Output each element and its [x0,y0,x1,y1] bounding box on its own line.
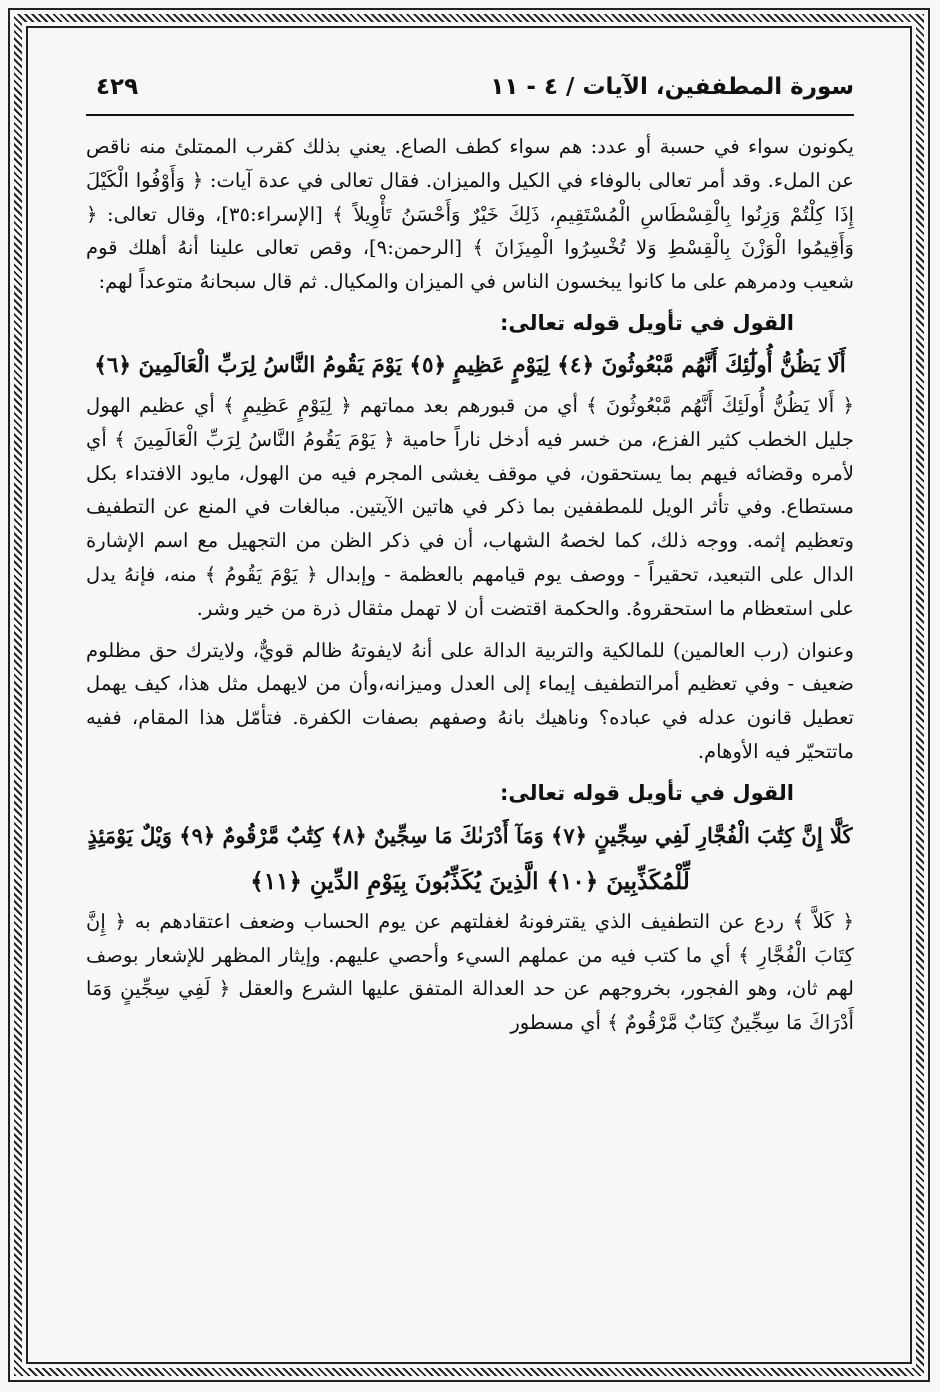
paragraph: ﴿ أَلا يَظُنُّ أُولَئِكَ أَنَّهُم مَّبْعُوثُونَ ﴾ أي من قبورهم بعد مماتهم ﴿ لِيَوْمٍ عَظِيمٍ ﴾ أي عظيم الهول جليل الخطب كثير الفزع، من خسر فيه أدخل ناراً حامية ﴿ يَوْمَ يَقُومُ النَّاسُ لِرَبِّ الْعَالَمِينَ ﴾ أي لأمره وقضائه فيهم بما يستحقون، في موقف يغشى المجرم فيه من الهول، مايود الافتداء بكل مستطاع. وفي تأثر الويل للمطففين بما ذكر في هاتين الآيتين. مبالغات في المنع عن التطفيف وتعظيم إثمه. ووجه ذلك، كما لخصهُ الشهاب، أن في ذكر الظن من التجهيل مع اسم الإشارة الدال على التبعيد، تحقيراً - ووصف يوم قيامهم بالعظمة - وإبدال ﴿ يَوْمَ يَقُومُ ﴾ منه، فإنهُ يدل على استعظام ما استحقروهُ. والحكمة اقتضت أن لا تهمل مثقال ذرة من خير وشر. [86,393,854,620]
quran-verse: كَلَّا إِنَّ كِتَٰبَ الْفُجَّارِ لَفِي سِجِّينٍ ﴿٧﴾ وَمَآ أَدْرَىٰكَ مَا سِجِّينٌ ﴿٨﴾ كِتَٰبٌ مَّرْقُومٌ ﴿٩﴾ وَيْلٌ يَوْمَئِذٍ [87,822,853,848]
book-page [86,58,854,1338]
page-header [86,58,854,116]
page-body [86,116,854,1040]
paragraph: يكونون سواء في حسبة أو عدد: هم سواء كطف الصاع. يعني بذلك كقرب الممتلئ منه ناقص عن الملء. وقد أمر تعالى بالوفاء في الكيل والميزان. فقال تعالى في عدة آيات: ﴿ وَأَوْفُوا الْكَيْلَ إِذَا كِلْتُمْ وَزِنُوا بِالْقِسْطَاسِ الْمُسْتَقِيمِ، ذَلِكَ خَيْرٌ وَأَحْسَنُ تَأْوِيلاً ﴾ [الإسراء:٣٥]، وقال تعالى: ﴿ وَأَقِيمُوا الْوَزْنَ بِالْقِسْطِ وَلا تُخْسِرُوا الْمِيزَانَ ﴾ [الرحمن:٩]، وقص تعالى علينا أنهُ أهلك قوم شعيب ودمرهم على ما كانوا يبخسون الناس في الميزان والمكيال. ثم قال سبحانهُ متوعداً لهم: [86,135,855,294]
quran-verse: لِّلْمُكَذِّبِينَ ﴿١٠﴾ الَّذِينَ يُكَذِّبُونَ بِيَوْمِ الدِّينِ ﴿١١﴾ [250,867,690,895]
section-heading: القول في تأويل قوله تعالى: [500,310,794,335]
section-heading: القول في تأويل قوله تعالى: [500,780,794,805]
paragraph: وعنوان (رب العالمين) للمالكية والتربية الدالة على أنهُ لايفوتهُ ظالم قويٌّ، ولايترك حق مظلوم ضعيف - وفي تعظيم أمرالتطفيف إيماء إلى العدل وميزانه،وأن من لايهمل مثل هذا، كيف يهمل تعطيل قانون عدله في عباده؟ وناهيك بانهُ وصفهم بصفات الكفرة. فتأمّل هذا المقام، ففيه ماتتحيّر فيه الأوهام. [86,638,854,763]
page-number: ٤٢٩ [96,74,139,100]
paragraph: ﴿ كَلاَّ ﴾ ردع عن التطفيف الذي يقترفونهُ لغفلتهم عن يوم الحساب وضعف اعتقادهم به ﴿ إِنَّ كِتَابَ الْفُجَّارِ ﴾ أي ما كتب فيه من عملهم السيء وأحصي عليهم. وإيثار المظهر للإشعار بوصف لهم ثان، وهو الفجور، بخروجهم عن حد العدالة المتفق عليها الشرع والعقل ﴿ لَفِي سِجِّينٍ وَمَا أَدْرَاكَ مَا سِجِّينٌ كِتَابٌ مَّرْقُومٌ ﴾ أي مسطور [86,909,854,1035]
quran-verse: أَلَا يَظُنُّ أُولَٰٓئِكَ أَنَّهُم مَّبْعُوثُونَ ﴿٤﴾ لِيَوْمٍ عَظِيمٍ ﴿٥﴾ يَوْمَ يَقُومُ النَّاسُ لِرَبِّ الْعَالَمِينَ ﴿٦﴾ [94,352,846,378]
running-head: سورة المطففين، الآيات / ٤ - ١١ [490,74,854,100]
